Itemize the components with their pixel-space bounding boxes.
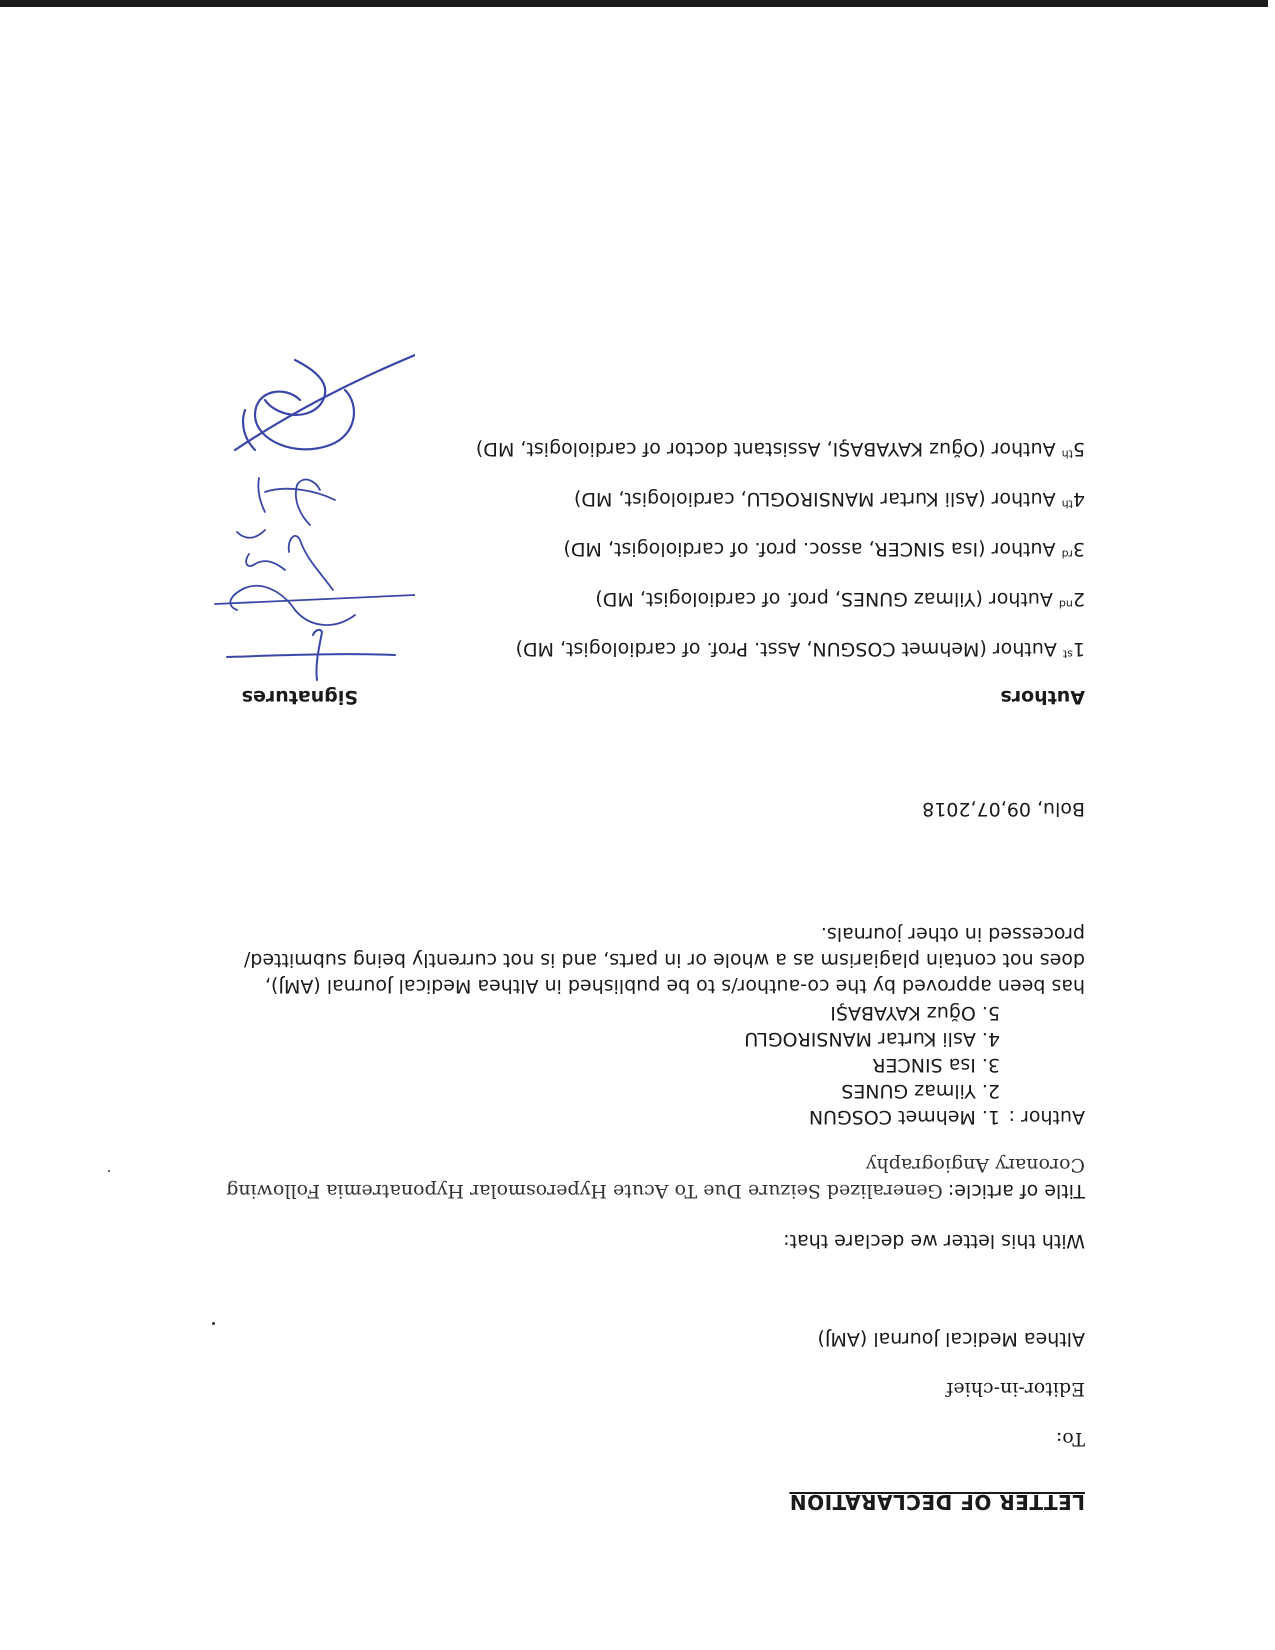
signature-2 (215, 530, 415, 625)
signatures-drawing (185, 350, 415, 690)
title-line-1: Generalized Seizure Due To Acute Hyperosmolar Hyponatremia Following (226, 1180, 943, 1202)
letter-heading: LETTER OF DECLARATION (789, 1490, 1085, 1514)
ordinal-number: 5 (1072, 438, 1085, 460)
author-list-item: 4. Asli Kurtar MANSIROGLU (744, 1028, 1000, 1050)
signature-4 (235, 355, 415, 450)
recipient-role: Editor-in-chief (946, 1378, 1085, 1400)
author-role-text: Author (Asli Kurtar MANSIROGLU, cardiologist, MD) (573, 488, 1062, 510)
recipient-journal: Althea Medical Journal (AMJ) (817, 1328, 1085, 1350)
author-role-5 (476, 436, 1085, 462)
author-list-item: 3. Isa SINCER (872, 1054, 1000, 1076)
author-role-text: Author (Mehmet COSGUN, Asst. Prof. of cardiologist, MD) (515, 638, 1063, 660)
author-role-2 (595, 586, 1085, 612)
ordinal-number: 2 (1072, 588, 1085, 610)
author-label: Author : (1008, 1106, 1085, 1128)
ordinal-suffix: st (1062, 647, 1073, 661)
ordinal-suffix: rd (1061, 547, 1073, 561)
signatures-heading: Signatures (241, 686, 358, 708)
author-role-1 (516, 636, 1085, 662)
title-line-2: Coronary Angiography (865, 1154, 1085, 1176)
signature-3 (258, 478, 335, 525)
declaration-line: does not contain plagiarism as a whole or in parts, and is not currently being submitted/ (243, 949, 1085, 971)
scan-speck (212, 1322, 215, 1325)
scan-speck (108, 1170, 110, 1172)
author-role-text: Author (Isa SINCER, assoc. prof. of cardiologist, MD) (563, 538, 1062, 560)
author-list-item: 1. Mehmet COSGUN (808, 1106, 1000, 1128)
place-date: Bolu, 09,07,2018 (922, 798, 1085, 820)
intro-text: With this letter we declare that: (783, 1230, 1085, 1252)
article-title (226, 1178, 1085, 1204)
to-label: To: (1055, 1428, 1085, 1450)
signature-1 (227, 630, 395, 680)
authors-heading: Authors (1000, 686, 1085, 708)
ordinal-suffix: th (1061, 497, 1073, 511)
ordinal-number: 1 (1072, 638, 1085, 660)
ordinal-suffix: nd (1058, 597, 1073, 611)
ordinal-number: 3 (1072, 538, 1085, 560)
author-role-4 (574, 486, 1085, 512)
author-list-item: 2. Yilmaz GUNES (841, 1080, 1000, 1102)
declaration-line: processed in other journals. (820, 923, 1085, 945)
author-list-item: 5. Oğuz KAYABAŞI (830, 1002, 1000, 1024)
title-label: Title of article: (947, 1180, 1085, 1202)
ordinal-suffix: th (1061, 447, 1073, 461)
declaration-line: has been approved by the co-author/s to be published in Althea Medical Journal (AMJ), (264, 975, 1085, 997)
author-role-text: Author (Yilmaz GUNES, prof. of cardiologist, MD) (595, 588, 1059, 610)
author-role-text: Author (Oğuz KAYABAŞI, Assistant doctor of cardiologist, MD) (475, 438, 1062, 460)
author-role-3 (563, 536, 1085, 562)
ordinal-number: 4 (1072, 488, 1085, 510)
